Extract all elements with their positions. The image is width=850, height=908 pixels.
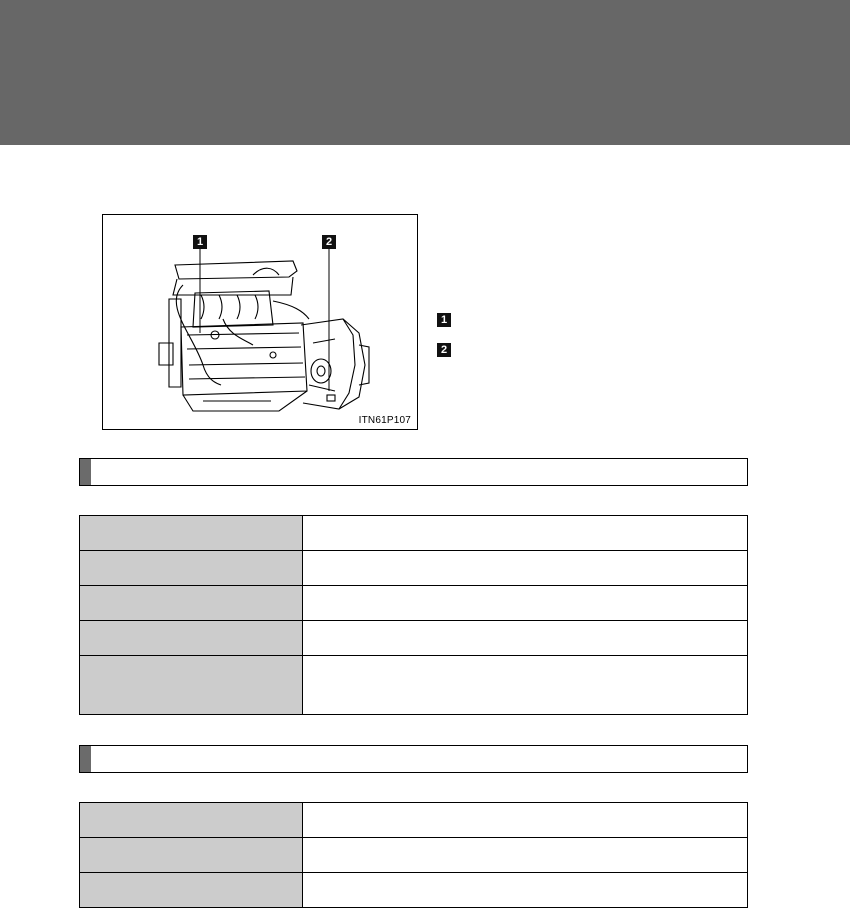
table-row bbox=[80, 551, 748, 586]
table-row bbox=[80, 803, 748, 838]
row-label bbox=[80, 586, 303, 621]
row-value bbox=[303, 838, 748, 873]
row-value bbox=[303, 586, 748, 621]
section-header-2 bbox=[79, 745, 748, 773]
row-label bbox=[80, 873, 303, 908]
page-header-banner bbox=[0, 0, 850, 145]
row-value bbox=[303, 621, 748, 656]
legend-badge-2: 2 bbox=[437, 343, 451, 357]
section-header-1 bbox=[79, 458, 748, 486]
table-row bbox=[80, 656, 748, 715]
row-label bbox=[80, 551, 303, 586]
table-row bbox=[80, 621, 748, 656]
row-value bbox=[303, 803, 748, 838]
spec-table-2 bbox=[79, 802, 748, 908]
callout-2-badge: 2 bbox=[322, 235, 336, 249]
table-row bbox=[80, 838, 748, 873]
figure-code: ITN61P107 bbox=[358, 415, 411, 426]
row-value bbox=[303, 873, 748, 908]
spec-table-1 bbox=[79, 515, 748, 715]
row-label bbox=[80, 656, 303, 715]
table-row bbox=[80, 586, 748, 621]
row-label bbox=[80, 838, 303, 873]
table-row bbox=[80, 516, 748, 551]
row-value bbox=[303, 656, 748, 715]
section-accent bbox=[80, 746, 91, 772]
callout-1-badge: 1 bbox=[193, 235, 207, 249]
engine-drawing bbox=[103, 215, 419, 431]
table-row bbox=[80, 873, 748, 908]
row-label bbox=[80, 803, 303, 838]
row-label bbox=[80, 516, 303, 551]
row-value bbox=[303, 516, 748, 551]
section-accent bbox=[80, 459, 91, 485]
legend-badge-1: 1 bbox=[437, 313, 451, 327]
row-value bbox=[303, 551, 748, 586]
engine-illustration bbox=[102, 214, 418, 430]
row-label bbox=[80, 621, 303, 656]
